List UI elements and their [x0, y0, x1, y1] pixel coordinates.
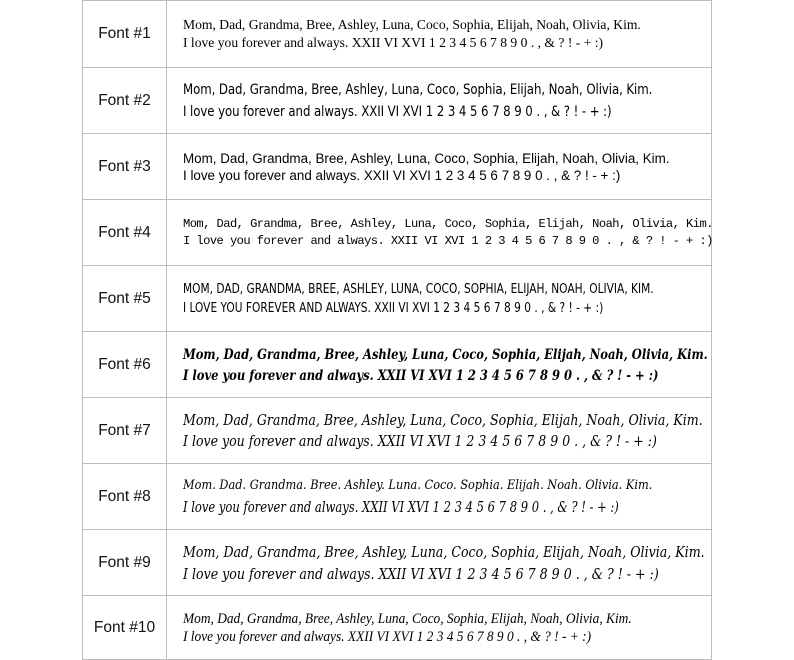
- sample-phrase-line: I love you forever and always. XXII VI XVI 1 2 3 4 5 6 7 8 9 0 . , & ? ! - + :): [183, 103, 612, 120]
- font-label: Font #7: [83, 398, 167, 463]
- sample-phrase-line: I love you forever and always. XXII VI XVI 1 2 3 4 5 6 7 8 9 0 . , & ? ! - + :): [183, 233, 713, 248]
- font-label: Font #4: [83, 200, 167, 265]
- font-label: Font #2: [83, 68, 167, 133]
- font-sample: [183, 1, 705, 67]
- font-label: Font #3: [83, 134, 167, 199]
- font-row-3: [83, 133, 711, 199]
- font-sample: [183, 398, 705, 463]
- sample-names-line: MOM, DAD, GRANDMA, BREE, ASHLEY, LUNA, COCO, SOPHIA, ELIJAH, NOAH, OLIVIA, KIM.: [183, 280, 654, 297]
- sample-phrase-line: I LOVE YOU FOREVER AND ALWAYS. XXII VI XVI 1 2 3 4 5 6 7 8 9 0 . , & ? ! - + :): [183, 299, 604, 316]
- font-row-6: [83, 331, 711, 397]
- font-sample: [183, 464, 705, 529]
- font-label: Font #5: [83, 266, 167, 331]
- font-sample: [183, 332, 708, 397]
- sample-names-line: Mom. Dad. Grandma. Bree. Ashley. Luna. Coco. Sophia. Elijah. Noah. Olivia. Kim.: [183, 477, 653, 493]
- font-label: Font #8: [83, 464, 167, 529]
- font-label: Font #10: [83, 596, 167, 659]
- font-label: Font #9: [83, 530, 167, 595]
- font-label: Font #6: [83, 332, 167, 397]
- font-row-4: [83, 199, 711, 265]
- sample-names-line: Mom, Dad, Grandma, Bree, Ashley, Luna, Coco, Sophia, Elijah, Noah, Olivia, Kim.: [183, 150, 670, 166]
- font-sample: [183, 200, 713, 265]
- sample-phrase-line: I love you forever and always. XXII VI XVI 1 2 3 4 5 6 7 8 9 0 . , & ? ! - + :): [183, 35, 604, 50]
- font-sample-table: [82, 0, 712, 660]
- sample-phrase-line: I love you forever and always. XXII VI XVI 1 2 3 4 5 6 7 8 9 0 . , & ? ! - + :): [183, 366, 659, 384]
- font-sample: [183, 68, 705, 133]
- sample-phrase-line: I love you forever and always. XXII VI XVI 1 2 3 4 5 6 7 8 9 0 . , & ? ! - + :): [183, 564, 659, 583]
- sample-phrase-line: I love you forever and always. XXII VI XVI 1 2 3 4 5 6 7 8 9 0 . , & ? ! - + :): [183, 498, 619, 516]
- font-row-2: [83, 67, 711, 133]
- font-row-9: [83, 529, 711, 595]
- sample-names-line: Mom, Dad, Grandma, Bree, Ashley, Luna, Coco, Sophia, Elijah, Noah, Olivia, Kim.: [183, 610, 632, 627]
- sample-names-line: Mom, Dad, Grandma, Bree, Ashley, Luna, Coco, Sophia, Elijah, Noah, Olivia, Kim.: [183, 216, 713, 231]
- font-label: Font #1: [83, 1, 167, 67]
- font-row-1: [83, 0, 711, 67]
- font-row-8: [83, 463, 711, 529]
- font-row-7: [83, 397, 711, 463]
- font-sample: [183, 266, 705, 331]
- sample-names-line: Mom, Dad, Grandma, Bree, Ashley, Luna, Coco, Sophia, Elijah, Noah, Olivia, Kim.: [183, 345, 708, 363]
- sample-names-line: Mom, Dad, Grandma, Bree, Ashley, Luna, Coco, Sophia, Elijah, Noah, Olivia, Kim.: [183, 81, 653, 98]
- sample-phrase-line: I love you forever and always. XXII VI XVI 1 2 3 4 5 6 7 8 9 0 . , & ? ! - + :): [183, 628, 592, 645]
- font-row-5: [83, 265, 711, 331]
- sample-phrase-line: I love you forever and always. XXII VI XVI 1 2 3 4 5 6 7 8 9 0 . , & ? ! - + :): [183, 432, 657, 450]
- sample-names-line: Mom, Dad, Grandma, Bree, Ashley, Luna, Coco, Sophia, Elijah, Noah, Olivia, Kim.: [183, 411, 703, 429]
- sample-phrase-line: I love you forever and always. XXII VI XVI 1 2 3 4 5 6 7 8 9 0 . , & ? ! - + :): [183, 167, 621, 183]
- sample-names-line: Mom, Dad, Grandma, Bree, Ashley, Luna, Coco, Sophia, Elijah, Noah, Olivia, Kim.: [183, 17, 641, 32]
- font-sample: [183, 134, 705, 199]
- font-sample: [183, 596, 705, 659]
- sample-names-line: Mom, Dad, Grandma, Bree, Ashley, Luna, Coco, Sophia, Elijah, Noah, Olivia, Kim.: [183, 542, 705, 561]
- font-sample: [183, 530, 705, 595]
- font-row-10: [83, 595, 711, 659]
